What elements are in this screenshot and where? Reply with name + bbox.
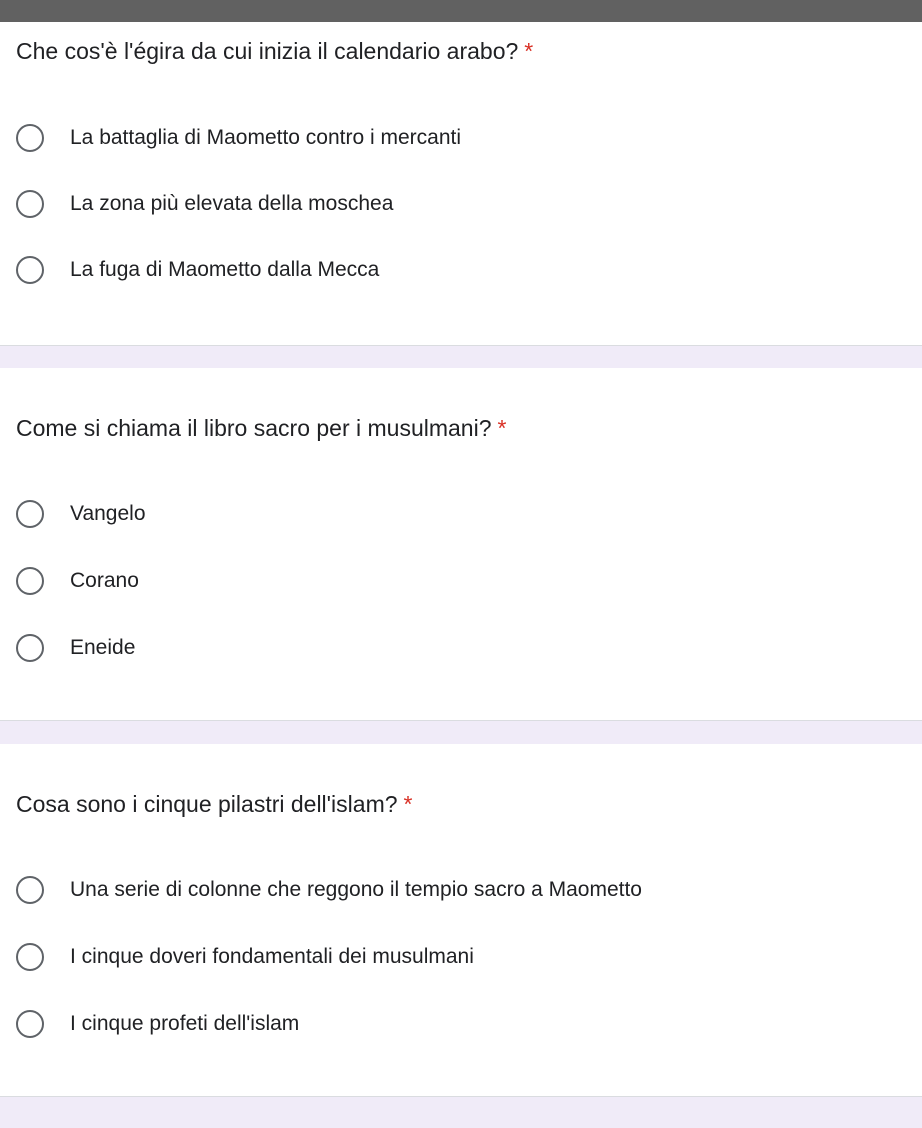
option-label: Corano bbox=[70, 569, 139, 592]
section-divider bbox=[0, 720, 922, 745]
radio-button[interactable] bbox=[16, 876, 44, 904]
question-title bbox=[16, 36, 533, 66]
radio-button[interactable] bbox=[16, 634, 44, 662]
radio-button[interactable] bbox=[16, 1010, 44, 1038]
question-title bbox=[16, 789, 412, 819]
question-text: Come si chiama il libro sacro per i musulmani? bbox=[16, 415, 492, 441]
radio-option[interactable] bbox=[16, 120, 461, 156]
question-card-1 bbox=[0, 22, 922, 346]
option-label: La battaglia di Maometto contro i mercanti bbox=[70, 126, 462, 149]
radio-button[interactable] bbox=[16, 124, 44, 152]
radio-button[interactable] bbox=[16, 190, 44, 218]
question-card-3 bbox=[0, 744, 922, 1097]
radio-option[interactable] bbox=[16, 496, 146, 532]
radio-option[interactable] bbox=[16, 252, 379, 288]
radio-option[interactable] bbox=[16, 939, 474, 975]
question-text: Che cos'è l'égira da cui inizia il calendario arabo? bbox=[16, 38, 519, 64]
radio-option[interactable] bbox=[16, 872, 642, 908]
question-card-2 bbox=[0, 368, 922, 721]
required-asterisk: * bbox=[524, 38, 534, 64]
radio-button[interactable] bbox=[16, 500, 44, 528]
option-label: I cinque doveri fondamentali dei musulmani bbox=[70, 945, 474, 968]
radio-option[interactable] bbox=[16, 630, 135, 666]
option-label: Una serie di colonne che reggono il tempio sacro a Maometto bbox=[70, 878, 642, 901]
radio-option[interactable] bbox=[16, 186, 393, 222]
top-bar bbox=[0, 0, 922, 22]
option-label: Eneide bbox=[70, 636, 136, 659]
radio-button[interactable] bbox=[16, 567, 44, 595]
section-divider bbox=[0, 345, 922, 369]
question-text: Cosa sono i cinque pilastri dell'islam? bbox=[16, 791, 398, 817]
required-asterisk: * bbox=[497, 415, 507, 441]
section-divider bbox=[0, 1096, 922, 1128]
radio-option[interactable] bbox=[16, 563, 139, 599]
required-asterisk: * bbox=[403, 791, 413, 817]
question-title bbox=[16, 413, 506, 443]
option-label: I cinque profeti dell'islam bbox=[70, 1012, 300, 1035]
option-label: La zona più elevata della moschea bbox=[70, 192, 394, 215]
radio-option[interactable] bbox=[16, 1006, 299, 1042]
radio-button[interactable] bbox=[16, 256, 44, 284]
option-label: Vangelo bbox=[70, 502, 146, 525]
radio-button[interactable] bbox=[16, 943, 44, 971]
option-label: La fuga di Maometto dalla Mecca bbox=[70, 258, 380, 281]
